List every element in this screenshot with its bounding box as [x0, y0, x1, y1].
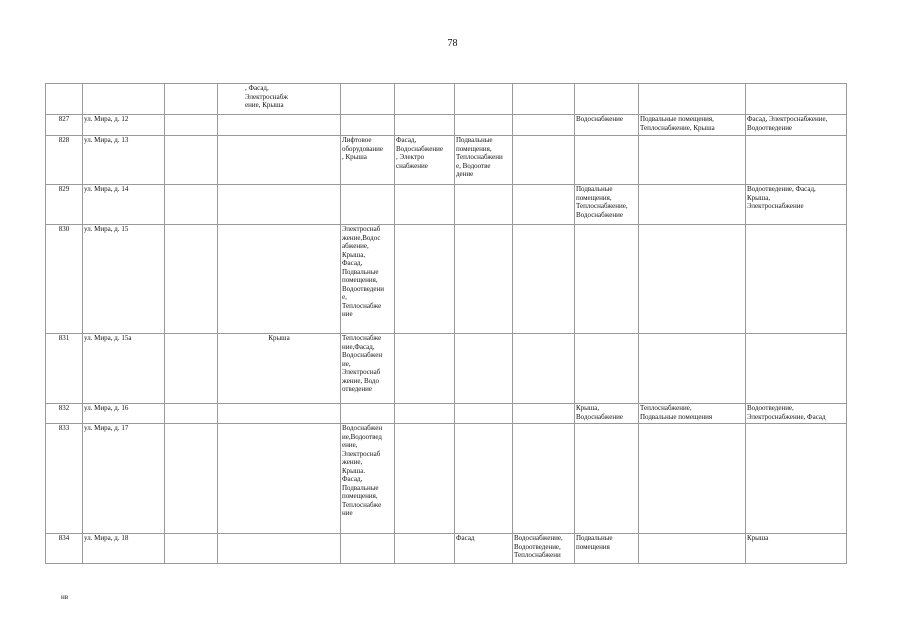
table-cell — [165, 334, 218, 404]
table-cell — [513, 225, 575, 334]
row-number: 832 — [46, 404, 83, 424]
table-cell — [165, 424, 218, 534]
table-cell — [746, 225, 847, 334]
table-cell: Водоотведение, Фасад, Крыша, Электроснабжение — [746, 185, 847, 225]
table-cell: Теплоснабжение, Подвальные помещения — [639, 404, 746, 424]
row-number: 834 — [46, 534, 83, 564]
table-cell — [513, 334, 575, 404]
table-row — [46, 534, 847, 564]
table-cell — [341, 84, 395, 115]
table-cell — [341, 404, 395, 424]
address-cell: ул. Мира, д. 17 — [83, 424, 165, 534]
table-cell — [165, 225, 218, 334]
table-cell — [218, 404, 341, 424]
table-cell — [395, 84, 455, 115]
table-cell — [341, 185, 395, 225]
row-number — [46, 84, 83, 115]
table-cell: Фасад, Водоснабжение , Электро снабжение — [395, 136, 455, 185]
table-cell: Подвальные помещения — [575, 534, 639, 564]
table-cell: Водоснабжен ие,Водоотвед ение, Электроснаб жение, Крыша. Фасад, Подвальные помещения, Теплоснабже ние — [341, 424, 395, 534]
table-cell: Электроснаб жение,Водос абжение, Крыша, Фасад, Подвальные помещения, Водоотведени е, Теплоснабже ние — [341, 225, 395, 334]
table-cell: Фасад — [455, 534, 513, 564]
table-cell — [165, 136, 218, 185]
table-cell — [575, 225, 639, 334]
table-cell — [513, 136, 575, 185]
table-cell — [218, 225, 341, 334]
table-cell — [513, 84, 575, 115]
table-cell — [218, 534, 341, 564]
table-cell — [395, 424, 455, 534]
table-cell — [395, 534, 455, 564]
table-cell — [746, 334, 847, 404]
address-cell: ул. Мира, д. 18 — [83, 534, 165, 564]
table-cell — [513, 185, 575, 225]
table-cell — [575, 424, 639, 534]
table-cell — [395, 225, 455, 334]
table-cell — [395, 185, 455, 225]
table-cell — [575, 84, 639, 115]
row-number: 827 — [46, 115, 83, 136]
table-cell — [165, 404, 218, 424]
table-cell — [575, 334, 639, 404]
table-cell: Лифтовое оборудование , Крыша — [341, 136, 395, 185]
page-number: 78 — [447, 38, 458, 49]
table-cell — [455, 225, 513, 334]
table-cell — [639, 225, 746, 334]
address-cell: ул. Мира, д. 15а — [83, 334, 165, 404]
table-cell — [746, 424, 847, 534]
table-cell — [395, 334, 455, 404]
table-cell — [341, 534, 395, 564]
table-cell — [639, 334, 746, 404]
table-cell — [165, 115, 218, 136]
table-cell — [218, 185, 341, 225]
table-cell: Крыша, Водоснабжение — [575, 404, 639, 424]
row-number: 828 — [46, 136, 83, 185]
table-cell — [218, 424, 341, 534]
address-cell: ул. Мира, д. 12 — [83, 115, 165, 136]
table-row — [46, 404, 847, 424]
address-cell: ул. Мира, д. 14 — [83, 185, 165, 225]
table-cell — [455, 424, 513, 534]
table-row — [46, 84, 847, 115]
table-cell — [639, 84, 746, 115]
table-cell — [218, 115, 341, 136]
address-cell: ул. Мира, д. 13 — [83, 136, 165, 185]
register-table — [45, 83, 847, 564]
table-cell — [513, 424, 575, 534]
table-row — [46, 424, 847, 534]
row-number: 830 — [46, 225, 83, 334]
table-cell — [165, 185, 218, 225]
table-cell — [639, 424, 746, 534]
table-cell — [165, 84, 218, 115]
row-number: 831 — [46, 334, 83, 404]
table-cell — [341, 115, 395, 136]
table-row — [46, 115, 847, 136]
table-cell: Подвальные помещения, Теплоснабжение, Водоснабжение — [575, 185, 639, 225]
table-cell — [455, 84, 513, 115]
table-cell — [395, 115, 455, 136]
table-cell — [746, 136, 847, 185]
table-cell — [455, 404, 513, 424]
table-cell — [513, 404, 575, 424]
table-cell — [575, 136, 639, 185]
table-cell: Теплоснабже ние,Фасад, Водоснабжен ие, Электроснаб жение, Водо отведение — [341, 334, 395, 404]
table-row — [46, 334, 847, 404]
table-row — [46, 185, 847, 225]
table-cell: Водоотведение, Электроснабжение, Фасад — [746, 404, 847, 424]
table-cell — [513, 115, 575, 136]
table-cell: Водоснабжение, Водоотведение, Теплоснабжени — [513, 534, 575, 564]
table-cell: Фасад, Электроснабжение, Водоотведение — [746, 115, 847, 136]
table-cell — [639, 136, 746, 185]
table-row — [46, 225, 847, 334]
table-cell — [165, 534, 218, 564]
table-cell: , Фасад, Электроснабж ение, Крыша — [218, 84, 341, 115]
row-number: 829 — [46, 185, 83, 225]
table-cell: Крыша — [218, 334, 341, 404]
table-cell: Крыша — [746, 534, 847, 564]
address-cell: ул. Мира, д. 16 — [83, 404, 165, 424]
table-cell: Подвальные помещения, Теплоснабжение, Крыша — [639, 115, 746, 136]
table-cell — [639, 185, 746, 225]
row-number: 833 — [46, 424, 83, 534]
table-cell — [455, 334, 513, 404]
table-cell — [455, 115, 513, 136]
address-cell: ул. Мира, д. 15 — [83, 225, 165, 334]
footer-mark: нв — [61, 593, 69, 601]
table-cell — [218, 136, 341, 185]
table-cell — [639, 534, 746, 564]
table-cell — [395, 404, 455, 424]
table-cell: Водоснабжение — [575, 115, 639, 136]
table-cell — [455, 185, 513, 225]
address-cell — [83, 84, 165, 115]
table-cell — [746, 84, 847, 115]
table-cell: Подвальные помещения, Теплоснабжени е, Водоотве дение — [455, 136, 513, 185]
table-row — [46, 136, 847, 185]
